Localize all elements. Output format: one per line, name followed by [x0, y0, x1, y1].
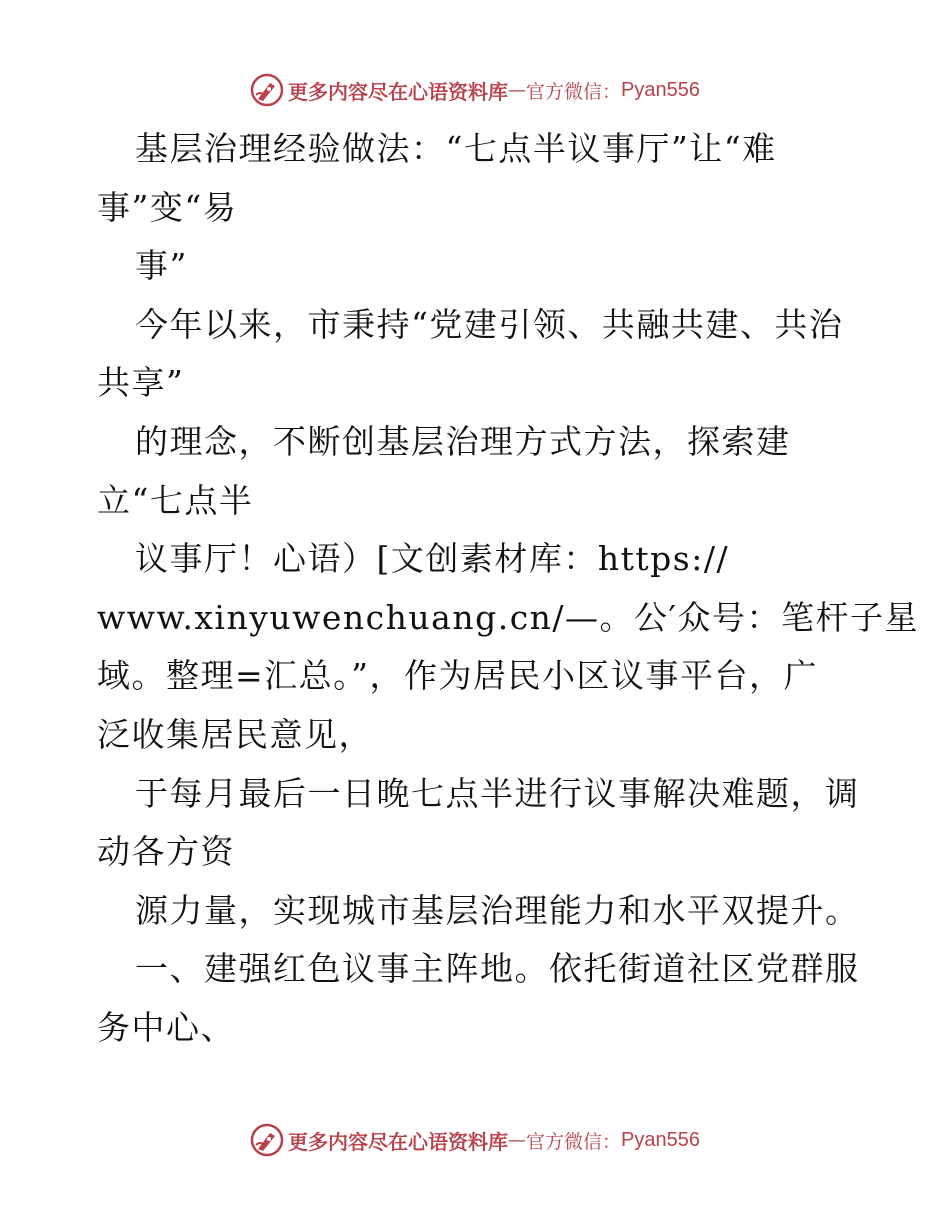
body-text-line: 事” [135, 246, 188, 286]
banner-official-label: 官方微信： [526, 80, 622, 103]
body-text-line: 泛收集居民意见， [97, 714, 373, 754]
banner-dash: — [508, 1129, 526, 1151]
body-text-line: 共享” [97, 363, 185, 403]
body-text-line: 于每月最后一日晚七点半进行议事解决难题，调 [135, 773, 860, 813]
document-body [97, 120, 920, 1058]
body-text-line: 务中心、 [97, 1007, 235, 1047]
body-text-line: www.xinyuwenchuang.cn/—。公′众号：笔杆子星 [97, 597, 920, 637]
body-text-line: 今年以来，市秉持“党建引领、共融共建、共治 [135, 304, 844, 344]
body-text-line: 事”变“易 [97, 187, 238, 227]
banner-site-name: 更多内容尽在心语资料库 [288, 1129, 508, 1154]
header-banner [0, 70, 950, 110]
body-text-line: 动各方资 [97, 832, 235, 872]
banner-account-id: Pyan556 [621, 1128, 700, 1151]
body-text-line: 议事厅！心语）[文创素材库：https:// [135, 539, 730, 579]
body-text-line: 基层治理经验做法：“七点半议事厅”让“难 [135, 129, 777, 168]
pen-nib-logo-icon [250, 1123, 284, 1157]
banner-account-id: Pyan556 [621, 78, 700, 101]
body-text-line: 域。整理=汇总。”，作为居民小区议事平台，广 [97, 656, 819, 696]
body-text-line: 立“七点半 [97, 480, 254, 520]
body-text-line: 一、建强红色议事主阵地。依托街道社区党群服 [135, 949, 860, 989]
body-text-line: 的理念，不断创基层治理方式方法，探索建 [135, 421, 791, 461]
banner-dash: — [508, 79, 526, 101]
banner-official-label: 官方微信： [526, 1130, 622, 1153]
banner-site-name: 更多内容尽在心语资料库 [288, 79, 508, 104]
pen-nib-logo-icon [250, 73, 284, 107]
body-text-line: 源力量，实现城市基层治理能力和水平双提升。 [135, 890, 860, 930]
footer-banner [0, 1120, 950, 1160]
